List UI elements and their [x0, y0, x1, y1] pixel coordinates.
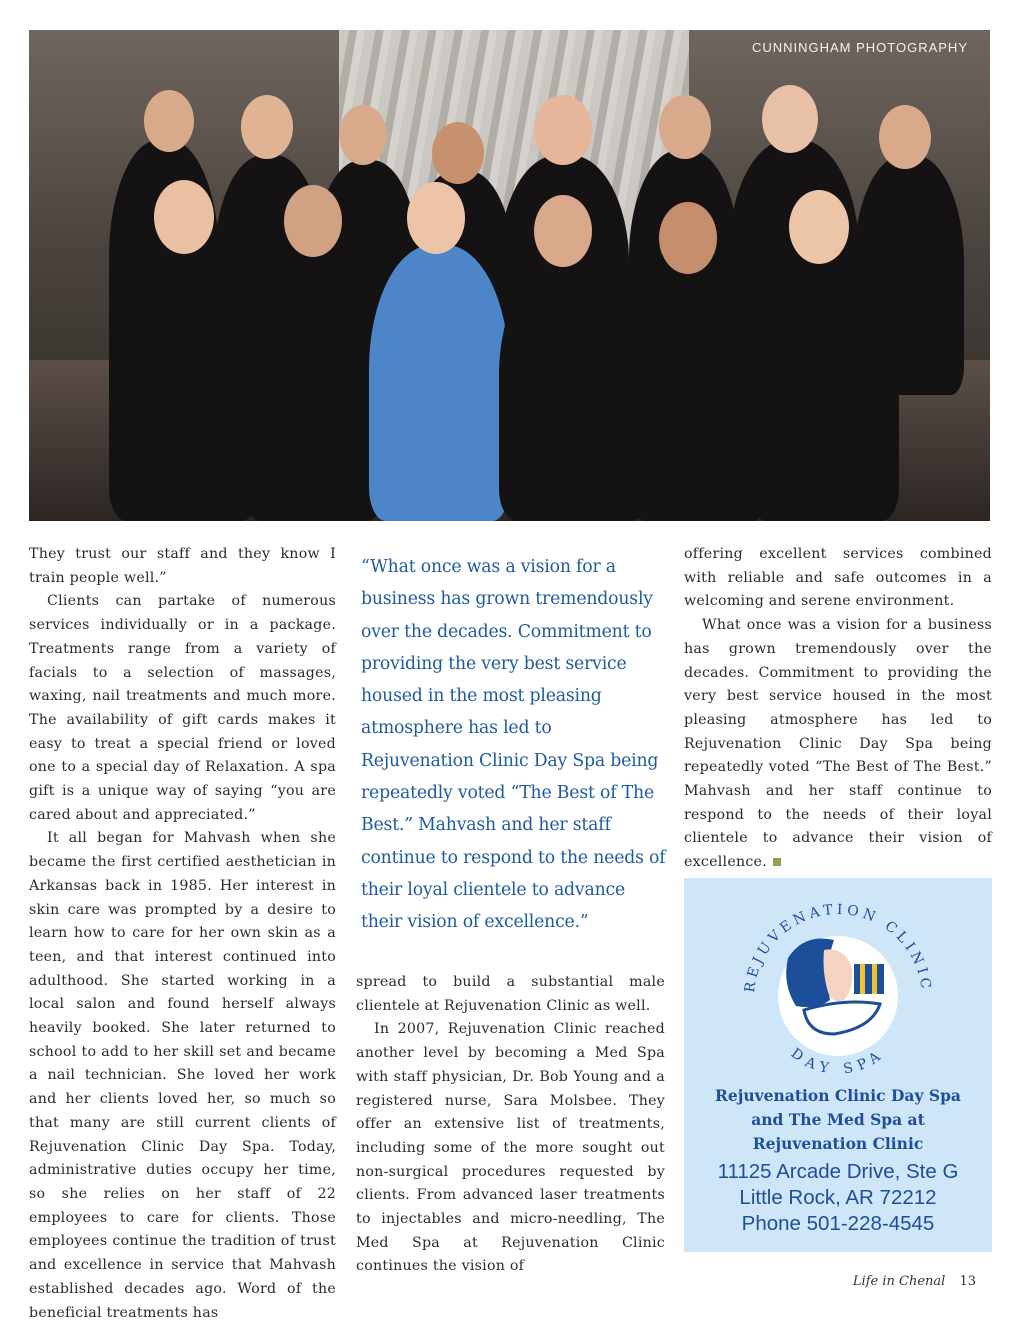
end-mark-icon	[773, 858, 781, 866]
photo-person	[369, 245, 509, 521]
pull-quote: “What once was a vision for a business has grown tremendously over the decades. Commitment to providing the very best service housed in the most pleasing atmosphere has led to Rejuvenation Clinic Day Spa being repeatedly voted “The Best of The Best.” Mahvash and her staff continue to respond to the needs of their loyal clientele to advance their vision of excellence.”	[361, 557, 666, 933]
paragraph-text: What once was a vision for a business has grown tremendously over the decades. Commitment to providing the very best service housed in the most pleasing atmosphere has led to Rejuvenation Clinic Day Spa being repeatedly voted “The Best of The Best.” Mahvash and her staff continue to respond to the needs of their loyal clientele to advance their vision of excellence.	[684, 617, 992, 871]
photo-person	[109, 245, 259, 521]
spa-logo	[684, 888, 992, 1088]
spa-advertisement	[684, 878, 992, 1252]
photo-head	[762, 85, 818, 153]
paragraph: It all began for Mahvash when she became the first certified aesthetician in Arkansas back in 1985. Her interest in skin care was prompted by a desire to learn how to care for her own skin as a teen, and that interest continued into adulthood. She started working in a local salon and found herself always heavily booked. She later returned to school to add to her skill set and became a nail technician. She loved her work and her clients loved her, so much so that many are still current clients of Rejuvenation Clinic Day Spa. Today, administrative duties occupy her time, so she relies on her staff of 22 employees to care for clients. Those employees continue the tradition of trust and excellence in service that Mahvash established decades ago. Word of the beneficial treatments has	[29, 830, 336, 1321]
paragraph: Clients can partake of numerous services individually or in a package. Treatments range from a variety of facials to a selection of massages, waxing, nail treatments and much more. The availability of gift cards makes it easy to treat a special friend or loved one to a special day of Relaxation. A spa gift is a unique way of saying “you are cared about and appreciated.”	[29, 593, 336, 823]
photo-head	[432, 122, 484, 184]
photo-head	[144, 90, 194, 152]
photo-credit: CUNNINGHAM PHOTOGRAPHY	[751, 40, 968, 55]
page-number: 13	[959, 1274, 976, 1289]
business-phone: Phone 501-228-4545	[741, 1212, 935, 1235]
article-column-2	[356, 971, 665, 1279]
photo-head	[241, 95, 293, 159]
paragraph: offering excellent services combined with reliable and safe outcomes in a welcoming and serene environment.	[684, 546, 992, 610]
business-name: Rejuvenation Clinic Day Spa and The Med Spa at Rejuvenation Clinic	[715, 1086, 961, 1153]
paragraph: spread to build a substantial male clientele at Rejuvenation Clinic as well.	[356, 974, 665, 1014]
photo-head	[407, 182, 465, 254]
photo-head	[789, 190, 849, 264]
photo-person	[244, 250, 384, 521]
photo-head	[879, 105, 931, 169]
page-footer	[853, 1274, 976, 1289]
article-column-1	[29, 543, 336, 1325]
photo-head	[534, 95, 592, 165]
paragraph: In 2007, Rejuvenation Clinic reached another level by becoming a Med Spa with staff physician, Dr. Bob Young and a registered nurse, Sara Molsbee. They offer an extensive list of treatments, including some of the more sought out non-surgical procedures requested by clients. From advanced laser treatments to injectables and micro-needling, The Med Spa at Rejuvenation Clinic continues the vision of	[356, 1021, 665, 1275]
photo-head	[534, 195, 592, 267]
business-address: 11125 Arcade Drive, Ste G Little Rock, AR 72212 Phone 501-228-4545	[684, 1159, 992, 1237]
photo-head	[284, 185, 342, 257]
paragraph	[684, 614, 992, 875]
staff-group-photo	[29, 30, 990, 521]
logo-fan	[854, 964, 884, 994]
magazine-title: Life in Chenal	[852, 1274, 946, 1289]
logo-top-text: REJUVENATION CLINIC	[741, 901, 935, 994]
article-column-3	[684, 543, 992, 875]
paragraph: They trust our staff and they know I train people well.”	[29, 546, 336, 586]
photo-head	[659, 202, 717, 274]
photo-head	[339, 105, 387, 165]
photo-head	[659, 95, 711, 159]
photo-person	[629, 255, 769, 521]
photo-head	[154, 180, 214, 254]
photo-person	[499, 255, 649, 521]
photo-person	[749, 250, 899, 521]
logo-bottom-text: DAY SPA	[787, 1045, 889, 1078]
